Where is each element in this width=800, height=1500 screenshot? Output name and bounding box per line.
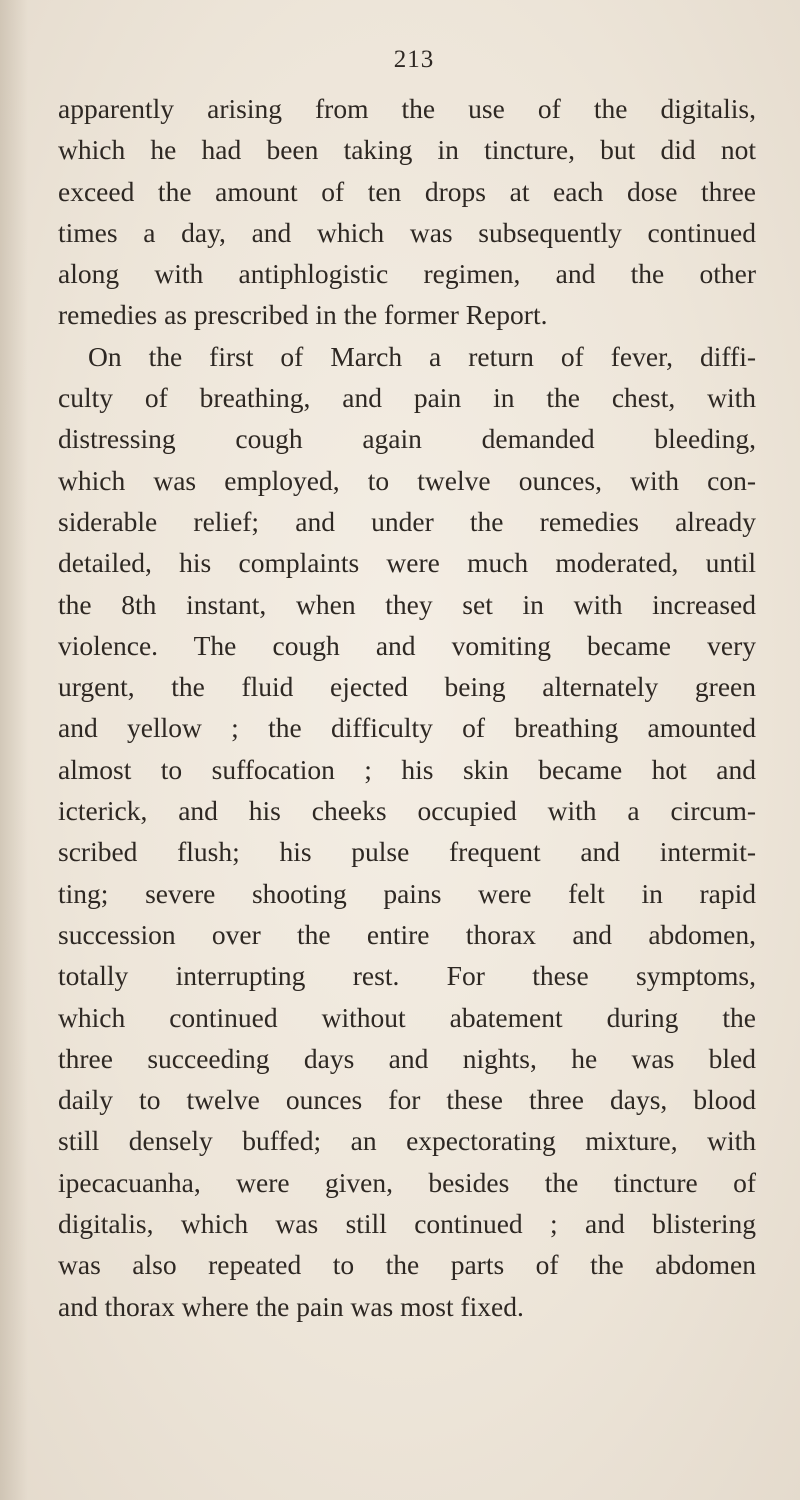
text-line: and yellow ; the difficulty of breathing amounted [58, 712, 756, 744]
text-line: ipecacuanha, were given, besides the tincture of [58, 1166, 756, 1198]
paragraph-start-line: On the first of March a return of fever, diffi- [88, 340, 756, 372]
text-line: apparently arising from the use of the digitalis, [58, 93, 756, 124]
page-gutter-shadow [0, 0, 28, 1500]
text-line: still densely buffed; an expectorating mixture, with [58, 1125, 756, 1157]
text-line: violence. The cough and vomiting became very [58, 629, 756, 661]
text-line: scribed flush; his pulse frequent and intermit- [58, 836, 756, 868]
text-line: totally interrupting rest. For these symptoms, [58, 960, 756, 992]
text-line: remedies as prescribed in the former Report. [58, 299, 548, 331]
text-line: and thorax where the pain was most fixed. [58, 1290, 524, 1322]
text-line: culty of breathing, and pain in the chest, with [58, 382, 756, 414]
text-line: which continued without abatement during the [58, 1001, 756, 1033]
page-number: 213 [393, 46, 435, 73]
text-line: along with antiphlogistic regimen, and the other [58, 258, 756, 290]
text-line: icterick, and his cheeks occupied with a circum- [58, 795, 756, 827]
text-line: was also repeated to the parts of the abdomen [58, 1249, 756, 1281]
text-line: which was employed, to twelve ounces, with con- [58, 464, 756, 496]
text-line: almost to suffocation ; his skin became hot and [58, 753, 756, 785]
text-line: times a day, and which was subsequently continued [58, 216, 756, 248]
text-line: which he had been taking in tincture, but did not [58, 134, 756, 166]
text-line: the 8th instant, when they set in with increased [58, 588, 756, 620]
text-line: urgent, the fluid ejected being alternately green [58, 671, 756, 703]
body-text [58, 88, 756, 1327]
text-line: daily to twelve ounces for these three days, blood [58, 1084, 756, 1116]
text-line: digitalis, which was still continued ; and blistering [58, 1208, 756, 1240]
text-line: detailed, his complaints were much moderated, until [58, 547, 756, 579]
text-line: distressing cough again demanded bleeding, [58, 423, 756, 455]
text-line: three succeeding days and nights, he was bled [58, 1042, 756, 1074]
text-line: succession over the entire thorax and abdomen, [58, 918, 756, 950]
text-line: siderable relief; and under the remedies already [58, 505, 756, 537]
text-line: ting; severe shooting pains were felt in rapid [58, 877, 756, 909]
text-line: exceed the amount of ten drops at each dose three [58, 175, 756, 207]
